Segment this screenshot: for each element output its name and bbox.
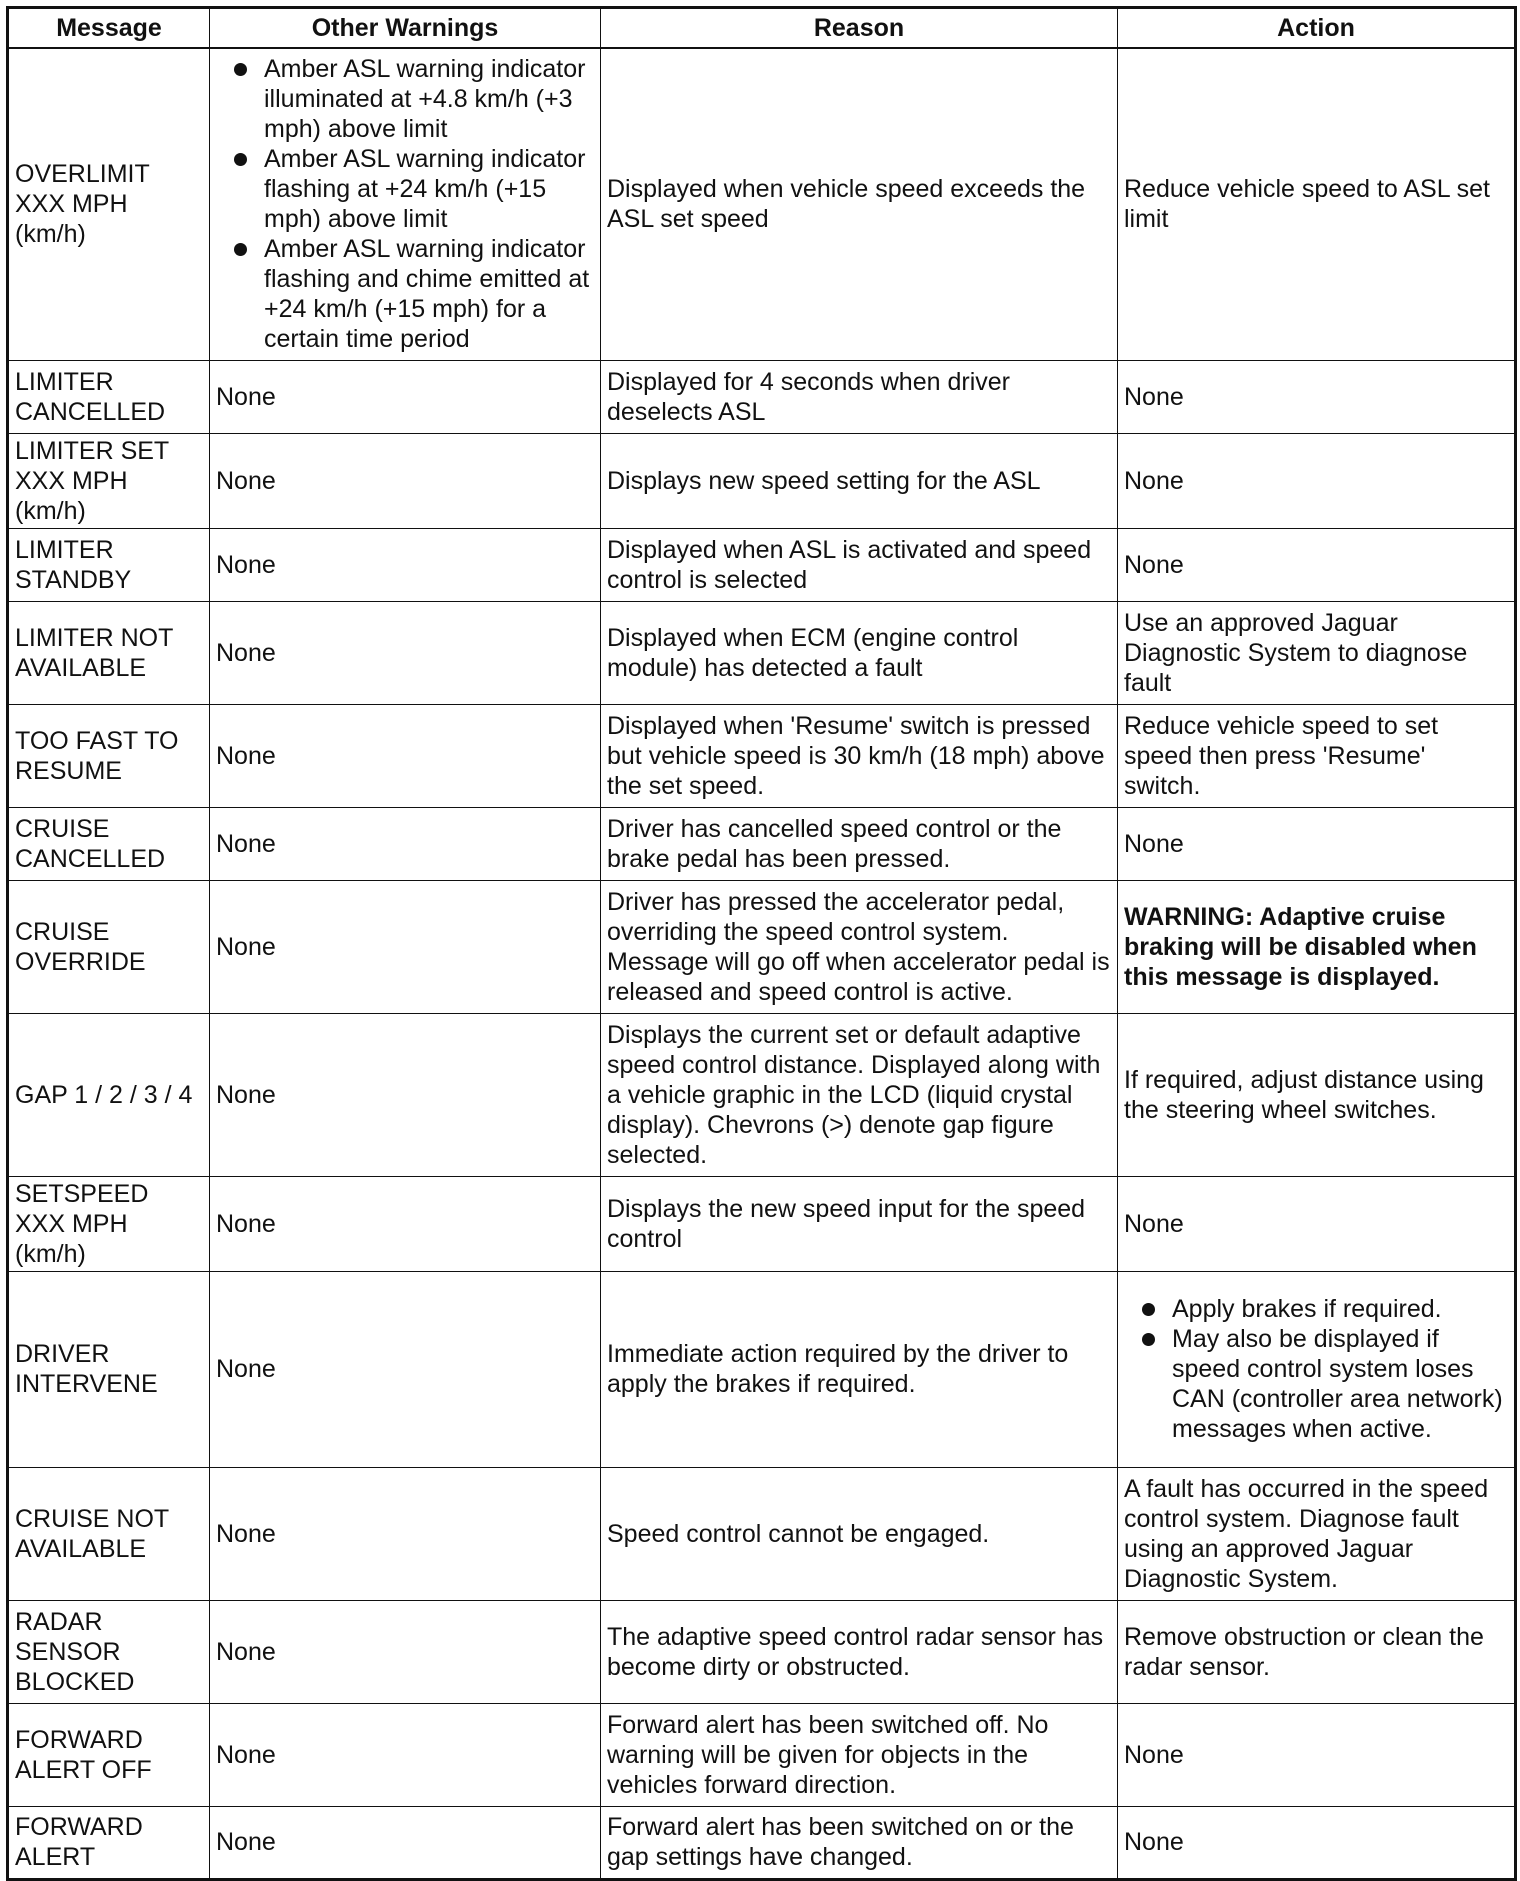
action-cell: None [1118, 433, 1516, 528]
table-row [8, 1013, 1516, 1176]
reason-cell: Displayed when vehicle speed exceeds the ASL set speed [601, 48, 1118, 360]
reason-cell: Displayed for 4 seconds when driver deselects ASL [601, 360, 1118, 433]
other-warnings-cell: None [210, 1271, 601, 1467]
reason-cell: Displays new speed setting for the ASL [601, 433, 1118, 528]
message-cell: FORWARD ALERT OFF [8, 1703, 210, 1806]
bullet-icon [234, 63, 247, 76]
reason-cell: Forward alert has been switched on or the gap settings have changed. [601, 1806, 1118, 1879]
header-other-warnings: Other Warnings [210, 8, 601, 49]
header-reason: Reason [601, 8, 1118, 49]
message-cell: RADAR SENSOR BLOCKED [8, 1600, 210, 1703]
action-cell: A fault has occurred in the speed control system. Diagnose fault using an approved Jaguar Diagnostic System. [1118, 1467, 1516, 1600]
message-cell: LIMITER NOT AVAILABLE [8, 601, 210, 704]
header-action: Action [1118, 8, 1516, 49]
table-row [8, 880, 1516, 1013]
message-cell: CRUISE NOT AVAILABLE [8, 1467, 210, 1600]
bullet-icon [234, 243, 247, 256]
table-row [8, 1703, 1516, 1806]
table-row [8, 1271, 1516, 1467]
table-row [8, 360, 1516, 433]
action-warning-cell: WARNING: Adaptive cruise braking will be disabled when this message is displayed. [1118, 880, 1516, 1013]
action-cell: Reduce vehicle speed to set speed then press 'Resume' switch. [1118, 704, 1516, 807]
list-item [216, 54, 594, 144]
table-row [8, 528, 1516, 601]
action-cell: None [1118, 360, 1516, 433]
table-row [8, 807, 1516, 880]
message-table [6, 6, 1517, 1881]
list-item [216, 144, 594, 234]
message-cell: LIMITER SET XXX MPH (km/h) [8, 433, 210, 528]
header-message: Message [8, 8, 210, 49]
table-row [8, 601, 1516, 704]
other-warnings-cell: None [210, 880, 601, 1013]
other-warnings-cell: None [210, 1703, 601, 1806]
message-cell: DRIVER INTERVENE [8, 1271, 210, 1467]
bullet-icon [1142, 1333, 1155, 1346]
list-item-text: Amber ASL warning indicator flashing at +24 km/h (+15 mph) above limit [264, 145, 586, 234]
table-row [8, 1806, 1516, 1879]
action-cell: Use an approved Jaguar Diagnostic System to diagnose fault [1118, 601, 1516, 704]
action-list [1124, 1294, 1508, 1444]
other-warnings-cell: None [210, 360, 601, 433]
message-cell: SETSPEED XXX MPH (km/h) [8, 1176, 210, 1271]
reason-cell: Driver has pressed the accelerator pedal, overriding the speed control system. Message will go off when accelerator pedal is released and speed control is active. [601, 880, 1118, 1013]
other-warnings-cell: None [210, 601, 601, 704]
message-cell: OVERLIMIT XXX MPH (km/h) [8, 48, 210, 360]
reason-cell: The adaptive speed control radar sensor has become dirty or obstructed. [601, 1600, 1118, 1703]
reason-cell: Displays the current set or default adaptive speed control distance. Displayed along with a vehicle graphic in the LCD (liquid crystal display). Chevrons (>) denote gap figure selected. [601, 1013, 1118, 1176]
list-item [1124, 1294, 1508, 1324]
table-row [8, 1176, 1516, 1271]
action-cell: Remove obstruction or clean the radar sensor. [1118, 1600, 1516, 1703]
message-cell: CRUISE OVERRIDE [8, 880, 210, 1013]
list-item [1124, 1324, 1508, 1444]
table-row [8, 1600, 1516, 1703]
bullet-icon [1142, 1303, 1155, 1316]
action-cell: None [1118, 528, 1516, 601]
other-warnings-cell: None [210, 1806, 601, 1879]
action-cell: None [1118, 1176, 1516, 1271]
list-item-text: Amber ASL warning indicator illuminated at +4.8 km/h (+3 mph) above limit [264, 55, 586, 144]
reason-cell: Displayed when 'Resume' switch is pressed but vehicle speed is 30 km/h (18 mph) above the set speed. [601, 704, 1118, 807]
reason-cell: Displayed when ASL is activated and speed control is selected [601, 528, 1118, 601]
other-warnings-cell: None [210, 1467, 601, 1600]
reason-cell: Driver has cancelled speed control or the brake pedal has been pressed. [601, 807, 1118, 880]
other-warnings-cell: None [210, 1013, 601, 1176]
table-row [8, 704, 1516, 807]
table-row [8, 1467, 1516, 1600]
message-cell: FORWARD ALERT [8, 1806, 210, 1879]
other-warnings-cell: None [210, 433, 601, 528]
reason-cell: Displayed when ECM (engine control module) has detected a fault [601, 601, 1118, 704]
action-cell: None [1118, 1703, 1516, 1806]
header-row [8, 8, 1516, 49]
action-cell: None [1118, 1806, 1516, 1879]
message-cell: TOO FAST TO RESUME [8, 704, 210, 807]
table-row [8, 433, 1516, 528]
message-cell: LIMITER CANCELLED [8, 360, 210, 433]
other-warnings-cell: None [210, 807, 601, 880]
table-header [8, 8, 1516, 49]
table-body [8, 48, 1516, 1879]
action-cell: If required, adjust distance using the steering wheel switches. [1118, 1013, 1516, 1176]
list-item-text: Amber ASL warning indicator flashing and chime emitted at +24 km/h (+15 mph) for a certain time period [264, 235, 590, 354]
other-warnings-cell: None [210, 528, 601, 601]
other-warnings-cell: None [210, 1176, 601, 1271]
message-cell: CRUISE CANCELLED [8, 807, 210, 880]
list-item-text: Apply brakes if required. [1172, 1295, 1442, 1323]
reason-cell: Displays the new speed input for the speed control [601, 1176, 1118, 1271]
action-cell: Reduce vehicle speed to ASL set limit [1118, 48, 1516, 360]
other-warnings-cell: None [210, 1600, 601, 1703]
reason-cell: Speed control cannot be engaged. [601, 1467, 1118, 1600]
table-row [8, 48, 1516, 360]
action-cell [1118, 1271, 1516, 1467]
message-cell: GAP 1 / 2 / 3 / 4 [8, 1013, 210, 1176]
list-item [216, 234, 594, 354]
action-cell: None [1118, 807, 1516, 880]
other-warnings-cell [210, 48, 601, 360]
list-item-text: May also be displayed if speed control system loses CAN (controller area network) messages when active. [1172, 1325, 1503, 1443]
other-warnings-cell: None [210, 704, 601, 807]
warnings-list [216, 54, 594, 354]
message-cell: LIMITER STANDBY [8, 528, 210, 601]
bullet-icon [234, 153, 247, 166]
reason-cell: Forward alert has been switched off. No warning will be given for objects in the vehicles forward direction. [601, 1703, 1118, 1806]
reason-cell: Immediate action required by the driver to apply the brakes if required. [601, 1271, 1118, 1467]
